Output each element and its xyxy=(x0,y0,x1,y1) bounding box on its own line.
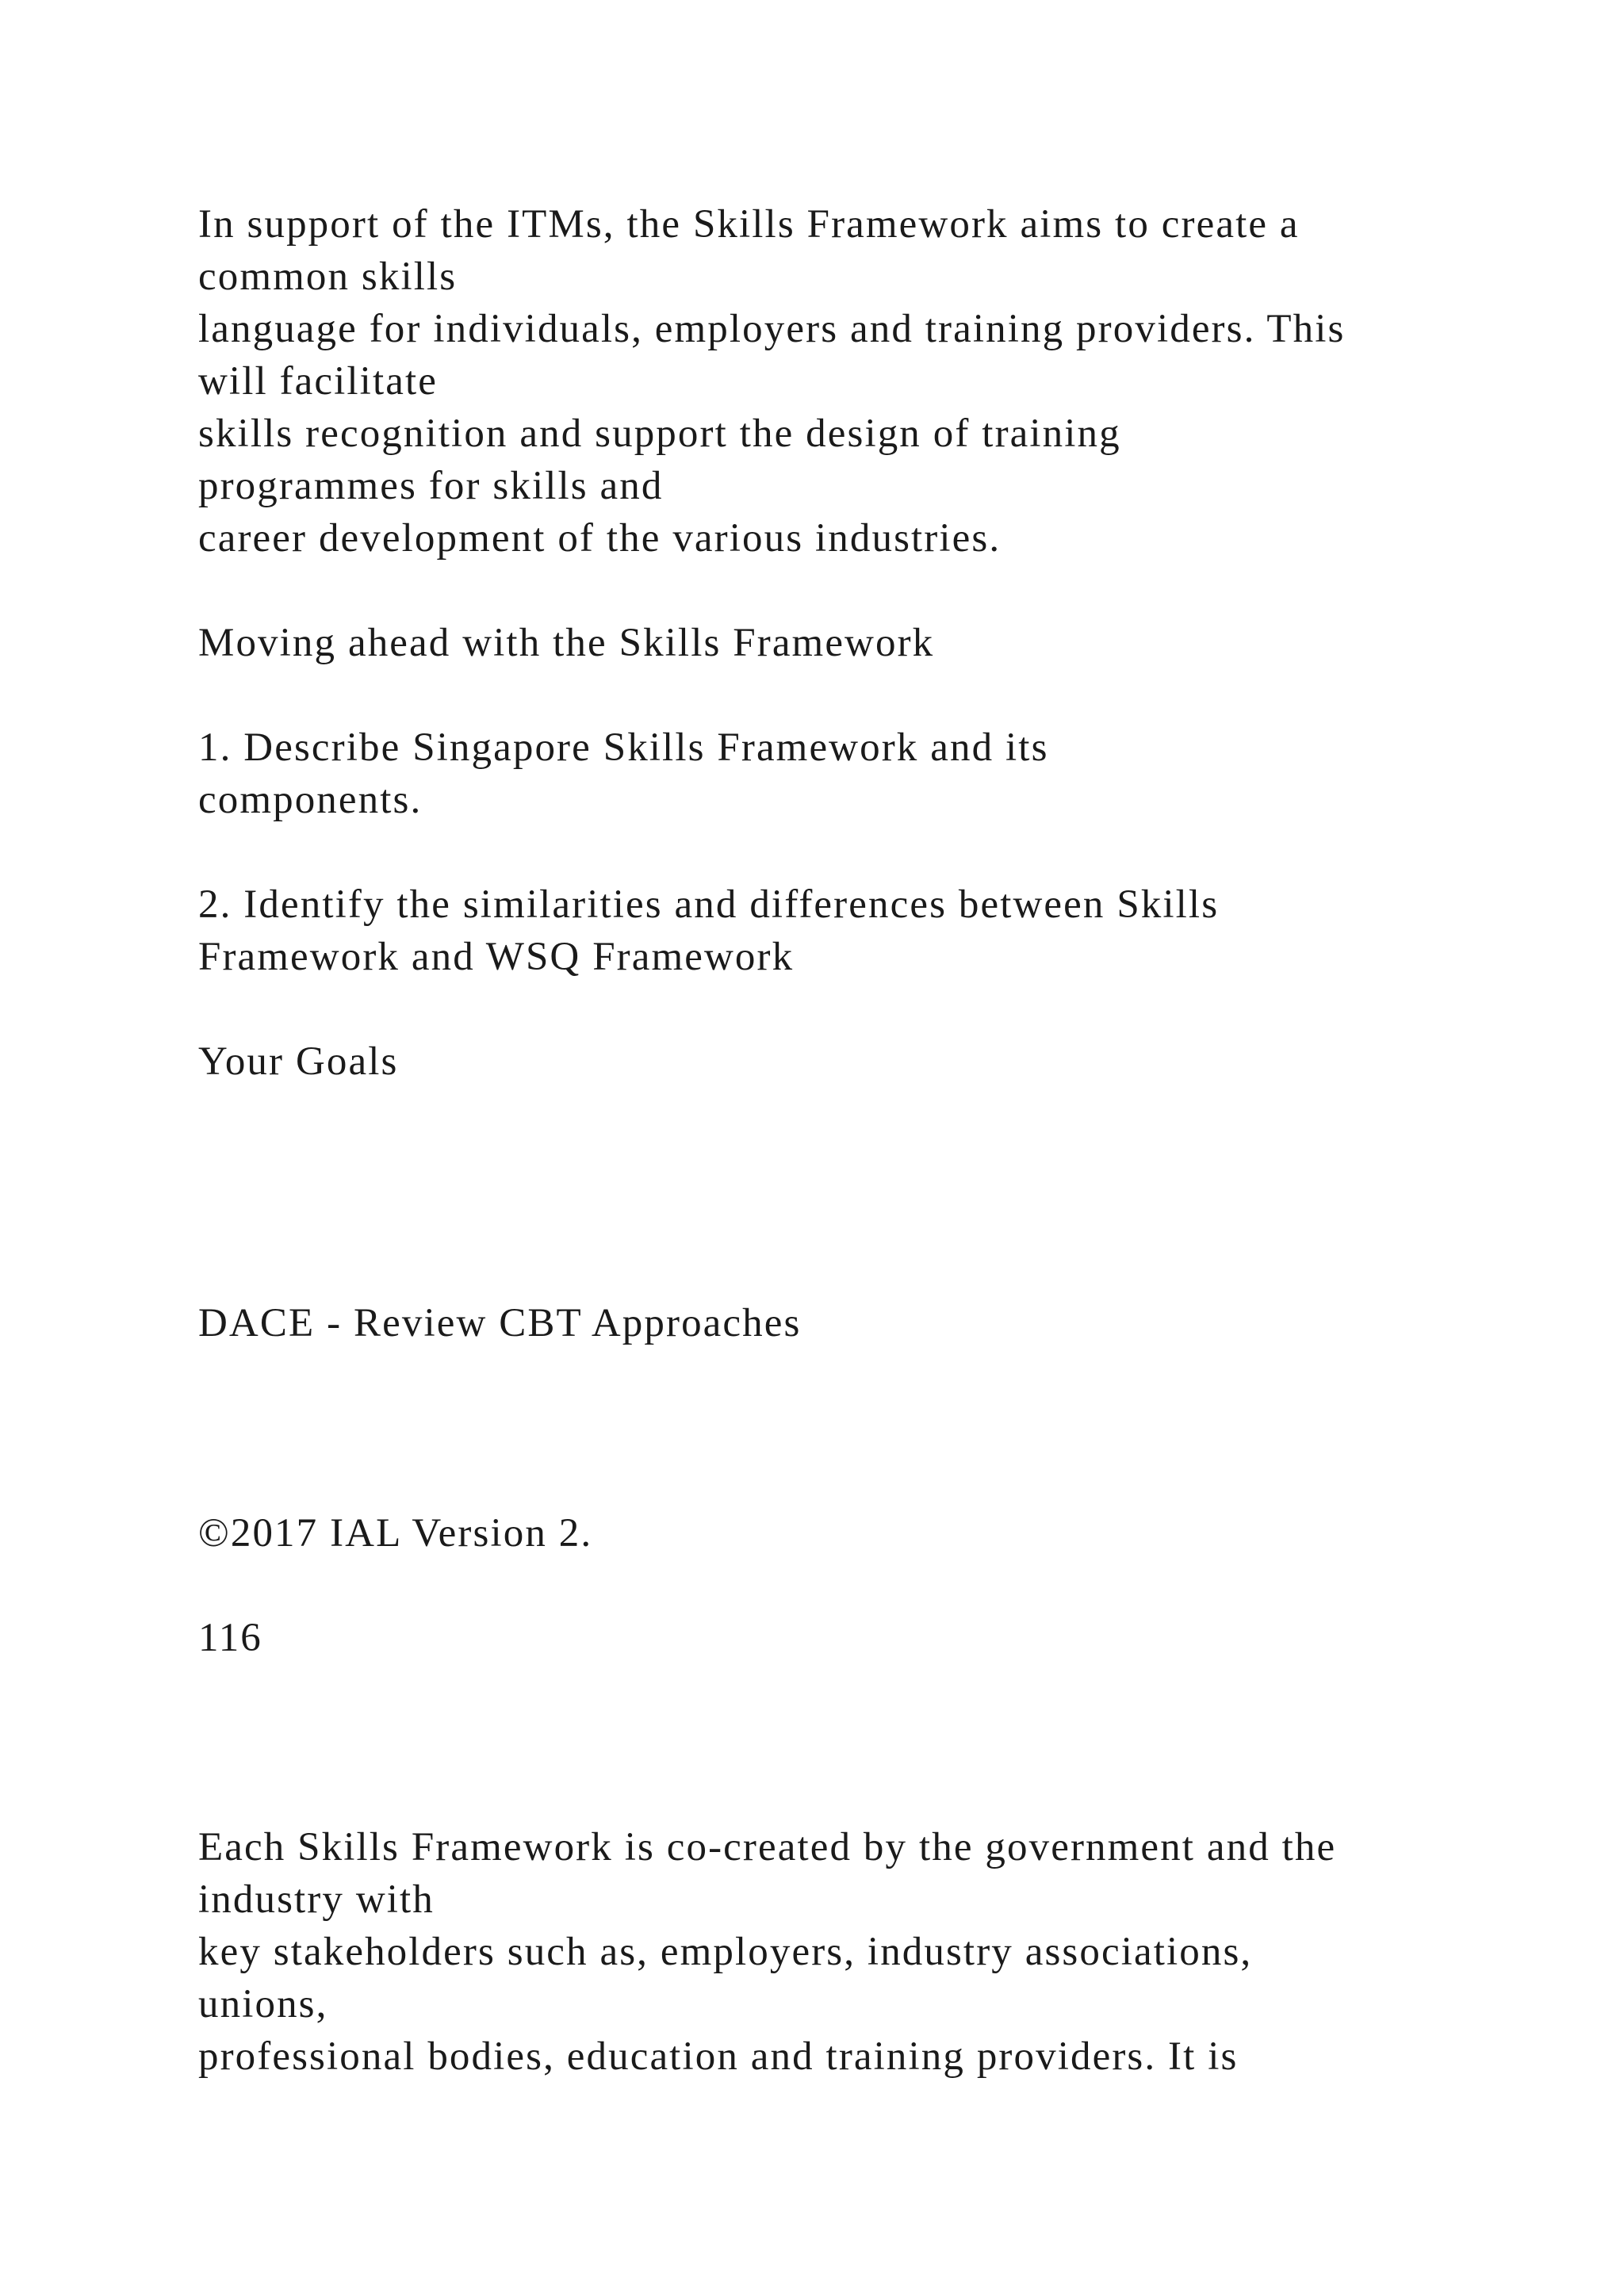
course-title: DACE - Review CBT Approaches xyxy=(198,1301,802,1345)
text-line: will facilitate xyxy=(198,359,438,404)
text-line: language for individuals, employers and training providers. This xyxy=(198,307,1346,351)
heading-your-goals: Your Goals xyxy=(198,1039,399,1084)
text-line: career development of the various industries. xyxy=(198,516,1002,561)
page-number: 116 xyxy=(198,1616,262,1660)
text-line: 1. Describe Singapore Skills Framework and its xyxy=(198,725,1049,770)
text-line: unions, xyxy=(198,1982,328,2026)
text-line: professional bodies, education and training providers. It is xyxy=(198,2034,1239,2079)
text-line: Framework and WSQ Framework xyxy=(198,935,795,979)
text-line: skills recognition and support the design of training xyxy=(198,411,1121,456)
text-line: In support of the ITMs, the Skills Framework aims to create a xyxy=(198,202,1300,247)
text-line: industry with xyxy=(198,1877,435,1922)
text-line: programmes for skills and xyxy=(198,464,664,508)
text-line: 2. Identify the similarities and differences between Skills xyxy=(198,882,1220,927)
text-line: key stakeholders such as, employers, industry associations, xyxy=(198,1930,1253,1974)
text-line: components. xyxy=(198,778,423,822)
copyright-notice: ©2017 IAL Version 2. xyxy=(198,1511,593,1556)
heading-moving-ahead: Moving ahead with the Skills Framework xyxy=(198,621,935,665)
text-line: Each Skills Framework is co-created by the government and the xyxy=(198,1825,1337,1869)
text-line: common skills xyxy=(198,254,458,299)
